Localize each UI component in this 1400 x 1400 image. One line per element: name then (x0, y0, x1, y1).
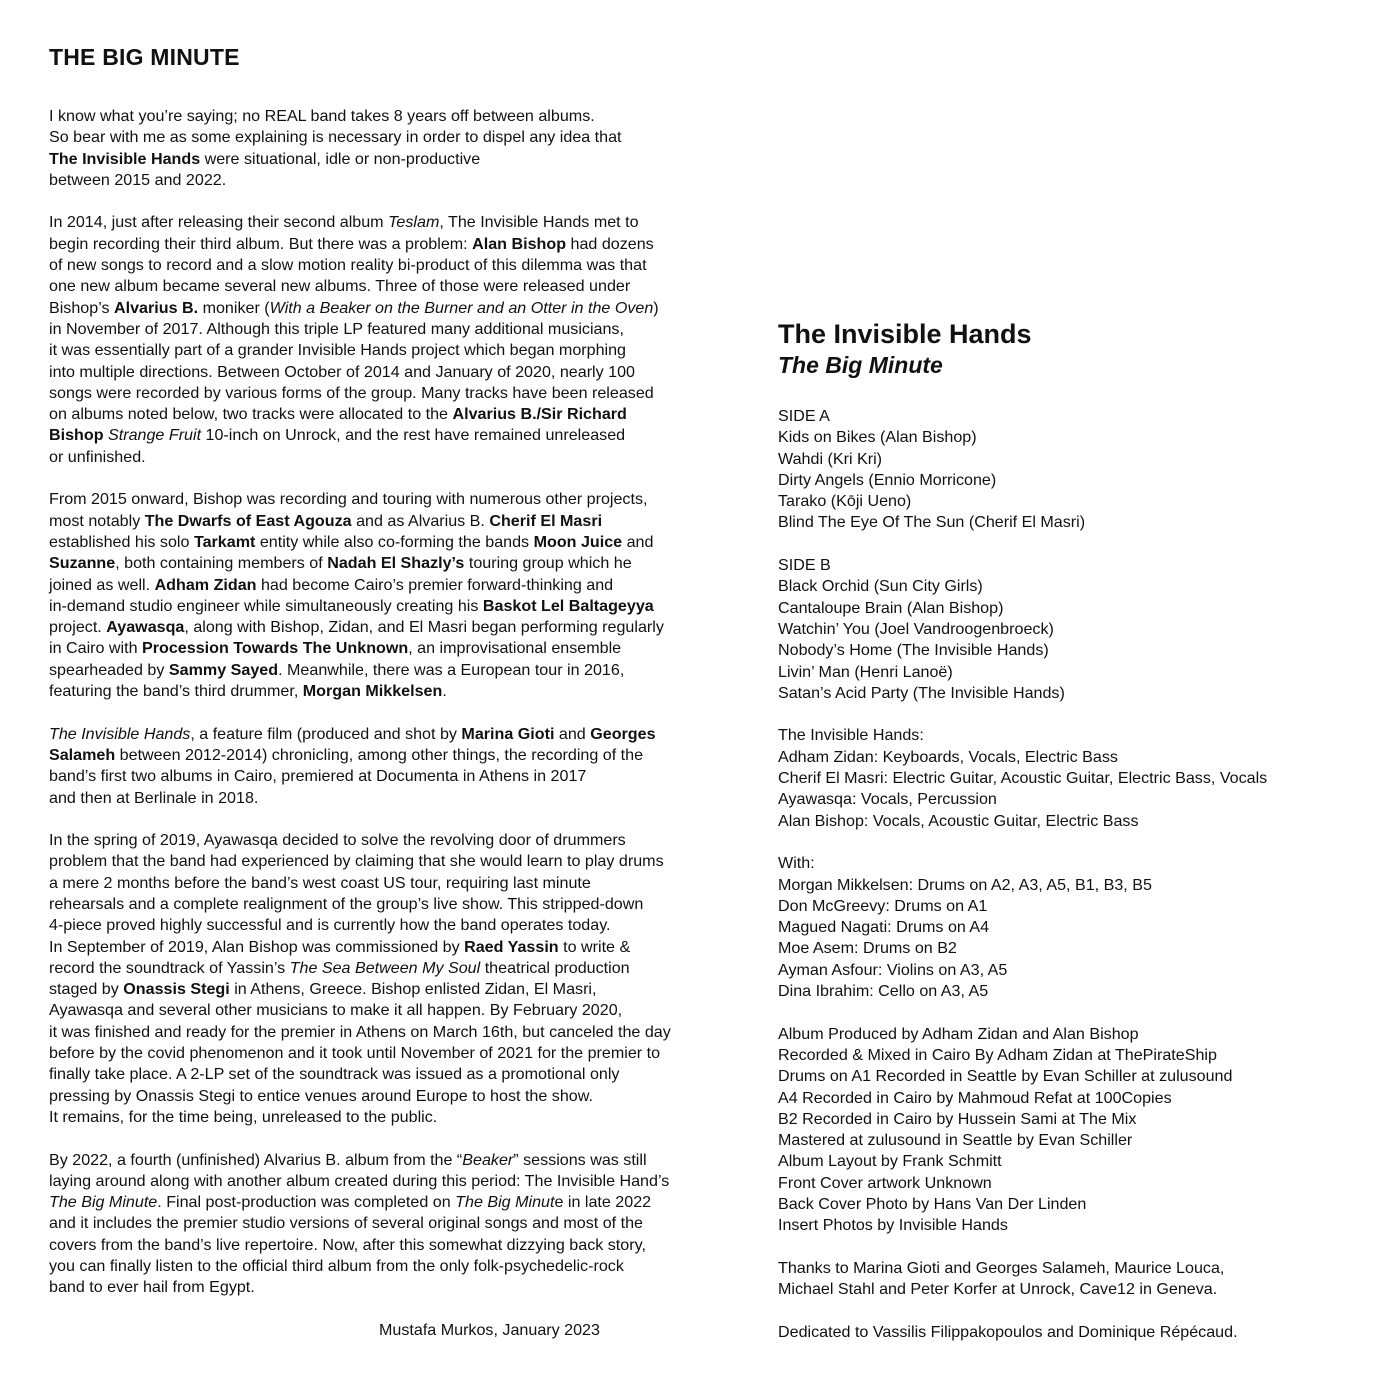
album-title: The Big Minute (778, 352, 943, 378)
person-name: Ayawasqa (106, 618, 185, 637)
essay-text: Bishop’s (49, 298, 115, 317)
essay-line: covers from the band’s live repertoire. Now, after this somewhat dizzying back story, (49, 1235, 646, 1254)
credit-item: Insert Photos by Invisible Hands (778, 1216, 1008, 1235)
essay-line: you can finally listen to the official third album from the only folk-psychedelic-rock (49, 1257, 624, 1276)
essay-line (49, 958, 739, 979)
project-name: Alvarius B. (114, 298, 199, 317)
essay-text: to write & (558, 937, 631, 956)
track-item: Livin’ Man (Henri Lanoë) (778, 662, 953, 681)
essay-line (49, 425, 739, 446)
album-title-ref: Teslam (388, 213, 440, 232)
thanks-line: Thanks to Marina Gioti and Georges Salameh, Maurice Louca, (778, 1258, 1225, 1277)
credit-item: Front Cover artwork Unknown (778, 1173, 992, 1192)
essay-line: songs were recorded by various forms of the group. Many tracks have been released (49, 383, 654, 402)
track-item: Watchin’ You (Joel Vandroogenbroeck) (778, 619, 1054, 638)
essay-paragraph-2 (49, 212, 739, 468)
band-members (778, 725, 1378, 831)
credit-item: Back Cover Photo by Hans Van Der Linden (778, 1194, 1087, 1213)
essay-text: spearheaded by (49, 660, 169, 679)
author-signature: Mustafa Murkos, January 2023 (379, 1321, 600, 1339)
essay-line (49, 1192, 739, 1213)
member-item: Cherif El Masri: Electric Guitar, Acoustic Guitar, Electric Bass, Vocals (778, 769, 1268, 788)
essay-line (49, 575, 739, 596)
essay-text: in Athens, Greece. Bishop enlisted Zidan, El Masri, (229, 980, 597, 999)
essay-line: it was essentially part of a grander Invisible Hands project which began morphing (49, 341, 627, 360)
essay-text: in Cairo with (49, 639, 143, 658)
essay-text: and (554, 724, 591, 743)
track-item: Kids on Bikes (Alan Bishop) (778, 428, 977, 447)
essay-text: ” sessions was still (513, 1150, 647, 1169)
essay-text: , along with Bishop, Zidan, and El Masri began performing regularly (184, 618, 664, 637)
essay-text: entity while also co-forming the bands (255, 532, 534, 551)
person-name: Nadah El Shazly’s (327, 554, 465, 573)
essay-line: band to ever hail from Egypt. (49, 1278, 255, 1297)
essay-line: and it includes the premier studio versions of several original songs and most of the (49, 1214, 643, 1233)
credit-item: Mastered at zulusound in Seattle by Evan Schiller (778, 1131, 1133, 1150)
essay-text: between 2012-2014) chronicling, among other things, the recording of the (115, 745, 644, 764)
project-name: Suzanne (49, 554, 116, 573)
essay-paragraph-4 (49, 724, 739, 809)
guest-item: Moe Asem: Drums on B2 (778, 939, 957, 958)
essay-text: ) (653, 298, 659, 317)
essay-text: on albums noted below, two tracks were allocated to the (49, 405, 453, 424)
guest-item: Morgan Mikkelsen: Drums on A2, A3, A5, B1, B3, B5 (778, 875, 1152, 894)
dedication (778, 1322, 1378, 1343)
essay-line (49, 1150, 739, 1171)
guest-item: Dina Ibrahim: Cello on A3, A5 (778, 982, 989, 1001)
essay-text: . (442, 682, 447, 701)
essay-text: touring group which he (464, 554, 632, 573)
essay-text: and (622, 532, 654, 551)
credit-item: Album Produced by Adham Zidan and Alan Bishop (778, 1024, 1139, 1043)
essay-line: From 2015 onward, Bishop was recording and touring with numerous other projects, (49, 490, 648, 509)
essay-text: had become Cairo’s premier forward-thinking and (256, 575, 614, 594)
essay-text: featuring the band’s third drummer, (49, 682, 303, 701)
essay-line (49, 979, 739, 1000)
project-name: Bishop (49, 426, 104, 445)
essay-line: rehearsals and a complete realignment of the group’s live show. This stripped-down (49, 894, 644, 913)
essay-text: had dozens (566, 234, 654, 253)
essay-line (49, 553, 739, 574)
guest-item: Magued Nagati: Drums on A4 (778, 918, 990, 937)
person-name: Salameh (49, 745, 116, 764)
dedication-line: Dedicated to Vassilis Filippakopoulos and Dominique Répécaud. (778, 1322, 1238, 1341)
essay-paragraph-1 (49, 106, 739, 191)
essay-text: . Meanwhile, there was a European tour in 2016, (278, 660, 625, 679)
page-title: THE BIG MINUTE (49, 44, 240, 70)
project-name: Tarkamt (193, 532, 256, 551)
essay-line: in November of 2017. Although this triple LP featured many additional musicians, (49, 319, 624, 338)
essay-text: , both containing members of (115, 554, 328, 573)
project-name: Moon Juice (533, 532, 623, 551)
credit-item: Recorded & Mixed in Cairo By Adham Zidan at ThePirateShip (778, 1045, 1217, 1064)
band-name: The Invisible Hands (49, 149, 201, 168)
essay-line (49, 404, 739, 425)
essay-line (49, 681, 739, 702)
side-b-tracklist (778, 555, 1378, 704)
essay-line: one new album became several new albums. Three of those were released under (49, 277, 631, 296)
essay-line (49, 745, 739, 766)
essay-line (49, 511, 739, 532)
essay-text: . Final post-production was completed on (157, 1193, 456, 1212)
essay-line (49, 638, 739, 659)
album-artist: The Invisible Hands (778, 319, 1032, 349)
essay-text: moniker ( (198, 298, 270, 317)
album-title-ref: The Big Minut (455, 1193, 555, 1212)
album-title-ref: Beaker (462, 1150, 514, 1169)
person-name: Alan Bishop (472, 234, 567, 253)
essay-paragraph-3 (49, 489, 739, 702)
essay-line (49, 532, 739, 553)
essay-line: 4-piece proved highly successful and is currently how the band operates today. (49, 916, 611, 935)
project-name: The Dwarfs of East Agouza (144, 511, 352, 530)
album-credits (778, 318, 1378, 1364)
essay-line: It remains, for the time being, unreleased to the public. (49, 1107, 438, 1126)
track-item: Dirty Angels (Ennio Morricone) (778, 470, 997, 489)
side-a-tracklist (778, 406, 1378, 534)
credit-item: A4 Recorded in Cairo by Mahmoud Refat at 100Copies (778, 1088, 1172, 1107)
essay-text: 10-inch on Unrock, and the rest have remained unreleased (201, 426, 626, 445)
essay-text: By 2022, a fourth (unfinished) Alvarius B. album from the “ (49, 1150, 463, 1169)
venue-name: Onassis Stegi (123, 980, 230, 999)
album-title-ref: With a Beaker on the Burner and an Otter in the Oven (269, 298, 654, 317)
essay-line (49, 234, 739, 255)
guest-musicians (778, 853, 1378, 1002)
essay-text: , an improvisational ensemble (408, 639, 622, 658)
guest-item: Don McGreevy: Drums on A1 (778, 896, 988, 915)
essay-line (49, 724, 739, 745)
essay-text: established his solo (49, 532, 194, 551)
film-title-ref: The Invisible Hands (49, 724, 191, 743)
project-name: Baskot Lel Baltageyya (482, 596, 654, 615)
production-credits (778, 1024, 1378, 1237)
essay-text: were situational, idle or non-productive (200, 149, 481, 168)
person-name: Marina Gioti (461, 724, 555, 743)
project-name: Procession Towards The Unknown (142, 639, 409, 658)
essay-text: theatrical production (480, 958, 630, 977)
person-name: Georges (590, 724, 656, 743)
member-item: Adham Zidan: Keyboards, Vocals, Electric Bass (778, 747, 1118, 766)
essay-line: and then at Berlinale in 2018. (49, 788, 259, 807)
essay-text: project. (49, 618, 107, 637)
track-item: Cantaloupe Brain (Alan Bishop) (778, 598, 1004, 617)
track-item: Wahdi (Kri Kri) (778, 449, 883, 468)
essay-paragraph-5 (49, 830, 739, 1128)
essay-line: Ayawasqa and several other musicians to make it all happen. By February 2020, (49, 1001, 623, 1020)
album-title-ref: Strange Fruit (103, 426, 202, 445)
essay-line: before by the covid phenomenon and it took until November of 2021 for the premier to (49, 1044, 661, 1063)
essay-line: of new songs to record and a slow motion reality bi-product of this dilemma was that (49, 256, 647, 275)
person-name: Adham Zidan (154, 575, 257, 594)
side-label: SIDE B (778, 556, 831, 575)
track-item: Black Orchid (Sun City Girls) (778, 577, 983, 596)
essay-line (49, 617, 739, 638)
essay-line: pressing by Onassis Stegi to entice venues around Europe to host the show. (49, 1086, 593, 1105)
essay-line: problem that the band had experienced by claiming that she would learn to play drums (49, 852, 664, 871)
thanks (778, 1258, 1378, 1301)
essay-text: in-demand studio engineer while simultaneously creating his (49, 596, 483, 615)
track-item: Tarako (Kōji Ueno) (778, 492, 912, 511)
essay-text: , a feature film (produced and shot by (190, 724, 462, 743)
album-title-ref: The Big Minute (49, 1193, 158, 1212)
essay-line: band’s first two albums in Cairo, premiered at Documenta in Athens in 2017 (49, 767, 587, 786)
essay-text: , The Invisible Hands met to (439, 213, 639, 232)
person-name: Raed Yassin (464, 937, 559, 956)
essay-line: between 2015 and 2022. (49, 170, 227, 189)
credit-item: Drums on A1 Recorded in Seattle by Evan Schiller at zulusound (778, 1067, 1233, 1086)
essay-text: begin recording their third album. But there was a problem: (49, 234, 473, 253)
track-item: Nobody’s Home (The Invisible Hands) (778, 641, 1049, 660)
essay-line (49, 596, 739, 617)
credit-item: Album Layout by Frank Schmitt (778, 1152, 1002, 1171)
person-name: Morgan Mikkelsen (302, 682, 443, 701)
essay-line: a mere 2 months before the band’s west coast US tour, requiring last minute (49, 873, 591, 892)
track-item: Satan’s Acid Party (The Invisible Hands) (778, 683, 1065, 702)
essay-text: e in late 2022 (554, 1193, 652, 1212)
section-label: With: (778, 854, 815, 873)
essay-line (49, 212, 739, 233)
thanks-line: Michael Stahl and Peter Korfer at Unrock, Cave12 in Geneva. (778, 1280, 1218, 1299)
liner-notes-essay (49, 106, 739, 1299)
essay-line: I know what you’re saying; no REAL band takes 8 years off between albums. (49, 107, 595, 125)
track-item: Blind The Eye Of The Sun (Cherif El Masri) (778, 513, 1086, 532)
essay-line (49, 298, 739, 319)
essay-line: it was finished and ready for the premier in Athens on March 16th, but canceled the day (49, 1022, 671, 1041)
essay-paragraph-6 (49, 1150, 739, 1299)
essay-line (49, 660, 739, 681)
production-title-ref: The Sea Between My Soul (289, 958, 481, 977)
essay-line: In the spring of 2019, Ayawasqa decided to solve the revolving door of drummers (49, 831, 626, 850)
person-name: Cherif El Masri (489, 511, 603, 530)
essay-text: In 2014, just after releasing their second album (49, 213, 389, 232)
person-name: Sammy Sayed (168, 660, 279, 679)
essay-line: So bear with me as some explaining is necessary in order to dispel any idea that (49, 128, 622, 147)
essay-text: In September of 2019, Alan Bishop was commissioned by (49, 937, 465, 956)
essay-line (49, 149, 739, 170)
side-label: SIDE A (778, 407, 830, 425)
essay-text: and as Alvarius B. (351, 511, 490, 530)
essay-text: most notably (49, 511, 145, 530)
essay-text: joined as well. (49, 575, 155, 594)
guest-item: Ayman Asfour: Violins on A3, A5 (778, 960, 1008, 979)
credit-item: B2 Recorded in Cairo by Hussein Sami at The Mix (778, 1109, 1137, 1128)
essay-line (49, 937, 739, 958)
essay-text: staged by (49, 980, 124, 999)
essay-line: laying around along with another album created during this period: The Invisible Hand’s (49, 1171, 670, 1190)
member-item: Alan Bishop: Vocals, Acoustic Guitar, Electric Bass (778, 811, 1139, 830)
essay-text: record the soundtrack of Yassin’s (49, 958, 290, 977)
essay-line: or unfinished. (49, 447, 146, 466)
essay-line: into multiple directions. Between October of 2014 and January of 2020, nearly 100 (49, 362, 635, 381)
member-item: Ayawasqa: Vocals, Percussion (778, 790, 997, 809)
section-label: The Invisible Hands: (778, 726, 924, 745)
essay-line: finally take place. A 2-LP set of the soundtrack was issued as a promotional only (49, 1065, 620, 1084)
project-name: Alvarius B./Sir Richard (452, 405, 627, 424)
